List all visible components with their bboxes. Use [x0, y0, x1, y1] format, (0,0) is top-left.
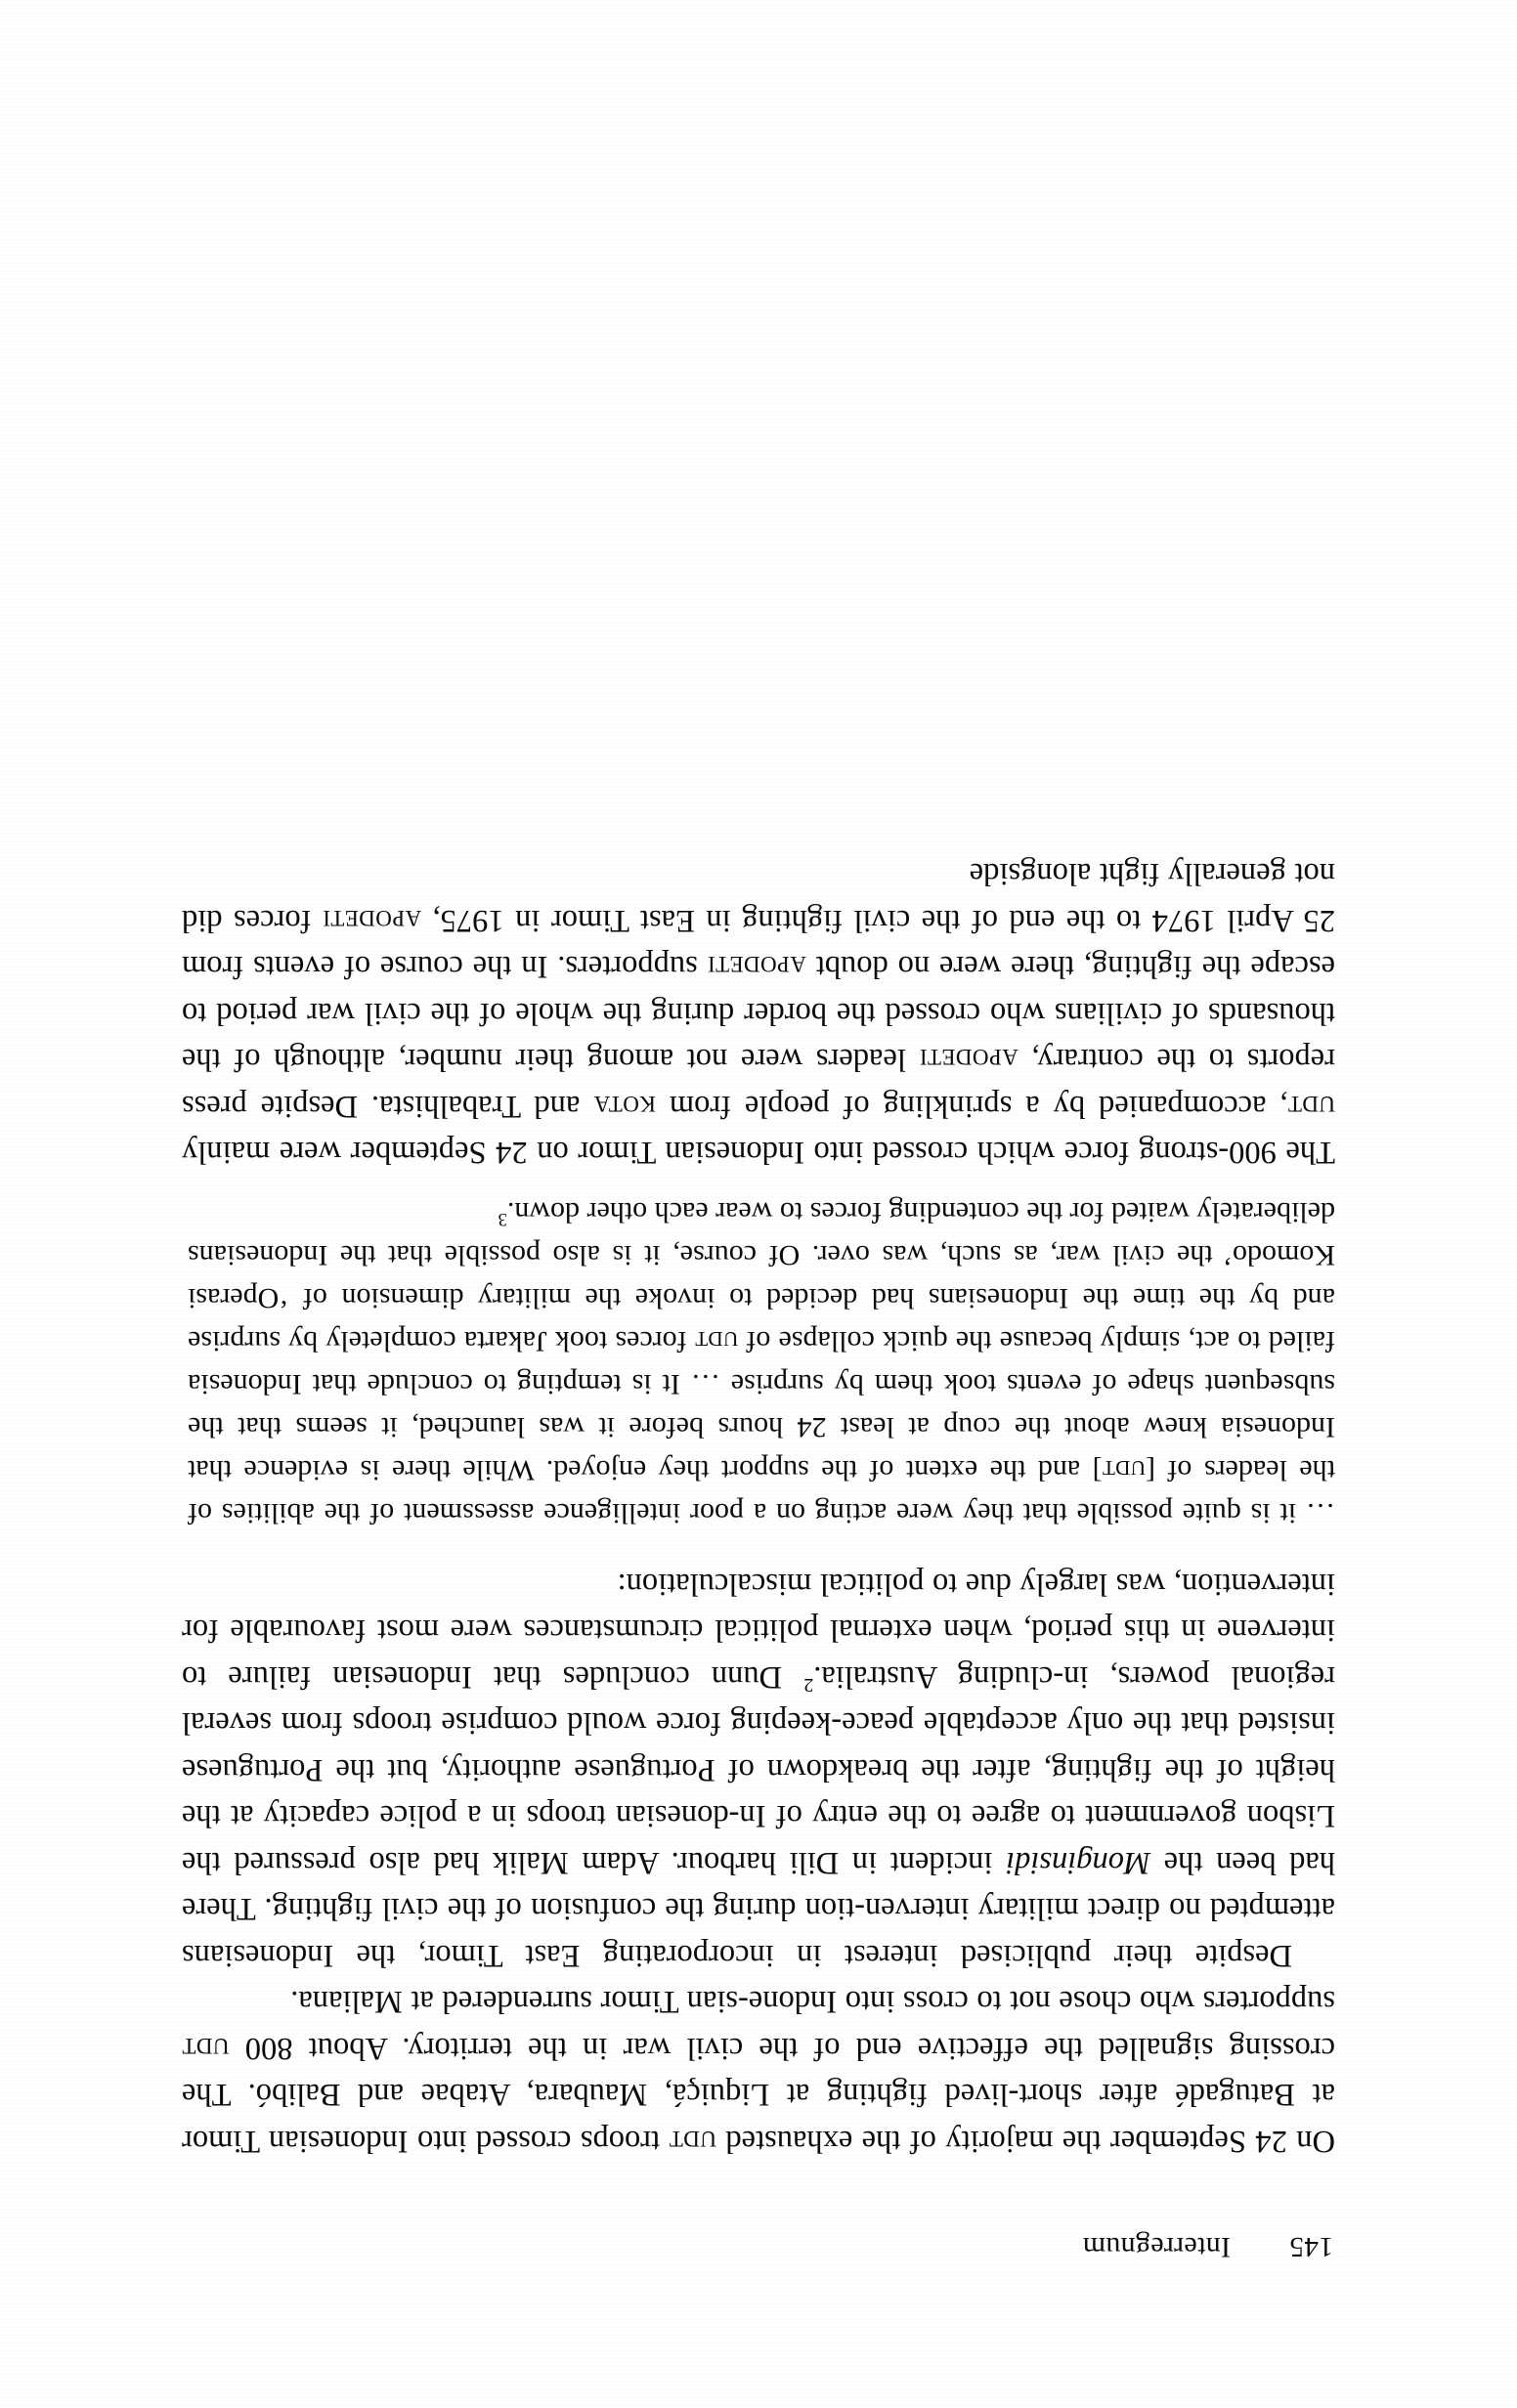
body-paragraph: The 900-strong force which crossed into Indonesian Timor on 24 September were mainly udt, accompanied by a sprinkling of people from kota and Trabalhista. Despite press reports to the contrary, apodeti leaders were not among their number, although of the thousands of civilians who crossed the border during the whole of the civil war period to escape the fighting, there were no doubt apodeti supporters. In the course of events from 25 April 1974 to the end of the civil fighting in East Timor in 1975, apodeti forces did not generally fight alongside [181, 856, 1335, 1171]
paragraph-acronym: kota [593, 1089, 656, 1124]
paragraph-acronym: apodeti [919, 1042, 1019, 1078]
quote-acronym: udt [694, 1325, 739, 1358]
block-quotation: … it is quite possible that they were acting on a poor intelligence assessment of the abilities of the leaders of [udt] and the extent of the support they enjoyed. While there is evidence that Indonesia knew about the coup at least 24 hours before it was launched, it seems that the subsequent shape of events took them by surprise … It is tempting to conclude that Indonesia failed to act, simply because the quick collapse of udt forces took Jakarta completely by surprise and by the time the Indonesians had decided to invoke the military dimension of ‘Operasi Komodo’ the civil war, as such, was over. Of course, it is also possible that the Indonesians deliberately waited for the contending forces to wear each other down.$^3$ [188, 1196, 1335, 1530]
quote-top-spacer [182, 1551, 1335, 1561]
quote-acronym: udt [1102, 1454, 1146, 1487]
paragraph-acronym: apodeti [322, 903, 422, 938]
running-head [182, 2220, 1335, 2263]
paragraph-acronym: apodeti [707, 949, 806, 985]
page-text-block [182, 143, 1335, 2263]
body-paragraph: On 24 September the majority of the exhausted udt troops crossed into Indonesian Timor at Batugadé after short-lived fighting at Liquiçá, Maubara, Atabae and Balibó. The crossing signalled the effective end of the civil war in the territory. About 800 udt supporters who chose not to cross into Indone-sian Timor surrendered at Maliana. [182, 1984, 1335, 2159]
paragraph-footnote-marker: 2 [803, 1673, 814, 1696]
page-body [182, 850, 1335, 2164]
paragraph-acronym: udt [669, 2124, 716, 2159]
running-head-title: Interregnum [1082, 2231, 1231, 2263]
quote-footnote-marker: 3 [498, 1209, 507, 1230]
paragraph-italic-term: Monginsidi [1006, 1845, 1151, 1880]
paragraph-acronym: udt [182, 2031, 230, 2066]
page-folio-number: 145 [1289, 2231, 1333, 2262]
body-paragraph: Despite their publicised interest in incorporating East Timor, the Indonesians attempted no direct military interven-tion during the confusion of the civil fighting. There had been the Monginsidi incident in Dili harbour. Adam Malik had also pressured the Lisbon government to agree to the entry of In-donesian troops in a police capacity at the height of the fighting, after the breakdown of Portuguese authority, but the Portuguese insisted that the only acceptable peace-keeping force would comprise troops from several regional powers, in-cluding Australia.$^2$ Dunn concludes that Indonesian failure to intervene in this period, when external political circumstances were most favourable for intervention, was largely due to political miscalculation: [181, 1567, 1335, 1973]
paragraph-acronym: udt [1287, 1089, 1335, 1124]
